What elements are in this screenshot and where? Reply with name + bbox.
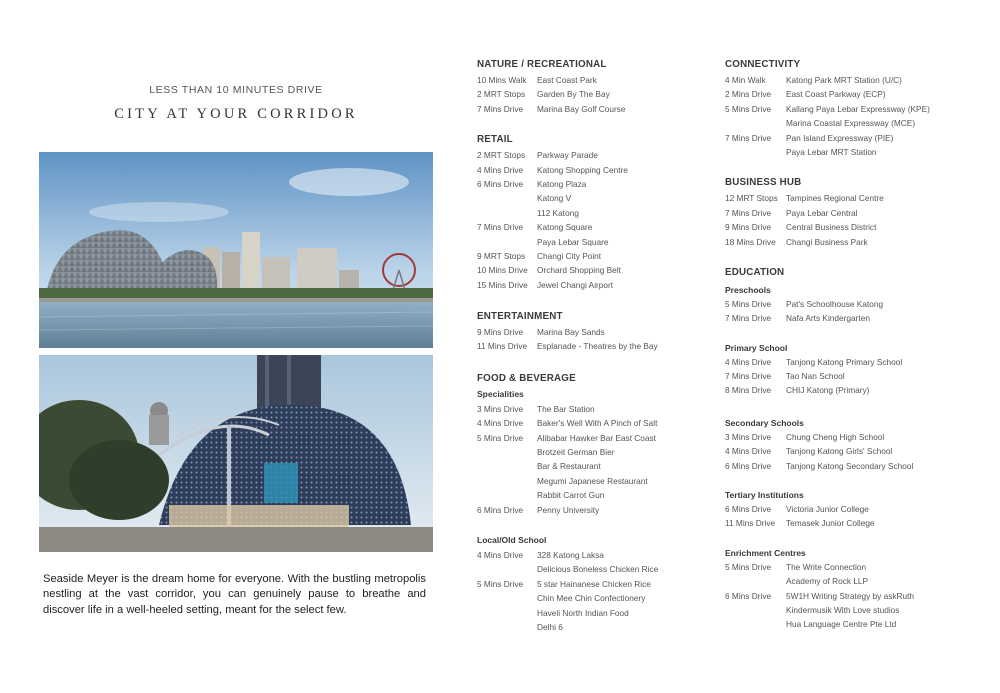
place-name: Baker's Well With A Pinch of Salt — [537, 418, 658, 429]
amenity-row — [725, 131, 965, 145]
place-name: Parkway Parade — [537, 150, 598, 161]
travel-time: 6 Mins Drive — [725, 590, 772, 601]
travel-time: 3 Mins Drive — [477, 403, 524, 414]
place-name: Tanjong Katong Secondary School — [786, 460, 914, 471]
amenity-row — [477, 73, 707, 87]
place-name: Bar & Restaurant — [537, 461, 601, 472]
travel-time: 5 Mins Drive — [725, 298, 772, 309]
travel-time — [477, 562, 537, 576]
place-name: Penny University — [537, 504, 600, 515]
amenity-row — [725, 603, 965, 617]
amenity-row — [477, 191, 707, 205]
amenity-row — [725, 502, 965, 516]
travel-time: 10 Mins Walk — [477, 75, 527, 85]
travel-time — [477, 488, 537, 502]
place-name: Temasek Junior College — [786, 518, 875, 529]
place-name: 328 Katong Laksa — [537, 549, 604, 560]
tertiary-list — [725, 502, 965, 531]
travel-time: 4 Mins Drive — [477, 164, 524, 175]
amenity-row — [477, 220, 707, 234]
amenity-row — [477, 148, 707, 162]
specialities-list — [477, 402, 707, 517]
place-name: Katong Plaza — [537, 178, 587, 189]
travel-time — [477, 591, 537, 605]
travel-time: 2 MRT Stops — [477, 150, 526, 161]
place-name: Jewel Changi Airport — [537, 279, 614, 290]
amenity-row — [477, 235, 707, 249]
place-name: East Coast Parkway (ECP) — [786, 89, 886, 100]
travel-time: 18 Mins Drive — [725, 236, 776, 247]
place-name: Esplanade - Theatres by the Bay — [537, 341, 658, 352]
subheading-secondary: Secondary Schools — [725, 417, 804, 428]
travel-time: 5 Mins Drive — [725, 561, 772, 572]
amenity-row — [725, 145, 965, 159]
place-name: Tanjong Katong Girls' School — [786, 446, 893, 457]
place-name: Delhi 6 — [537, 621, 563, 632]
amenity-row — [725, 383, 965, 397]
subheading-specialities: Specialities — [477, 388, 524, 399]
place-name: Central Business District — [786, 222, 877, 233]
place-name: Brotzeit German Bier — [537, 447, 615, 458]
travel-time: 4 Mins Drive — [725, 356, 772, 367]
travel-time: 9 MRT Stops — [477, 250, 526, 261]
place-name: 5 star Hainanese Chicken Rice — [537, 578, 651, 589]
place-name: Alibabar Hawker Bar East Coast — [537, 432, 656, 443]
travel-time: 11 Mins Drive — [725, 518, 776, 529]
amenity-row — [477, 562, 707, 576]
amenity-row — [477, 474, 707, 488]
amenity-row — [477, 278, 707, 292]
amenity-row — [725, 191, 965, 205]
travel-time — [725, 145, 786, 159]
travel-time — [477, 445, 537, 459]
place-name: Kallang Paya Lebar Expressway (KPE) — [786, 103, 930, 114]
travel-time: 5 Mins Drive — [725, 103, 772, 114]
travel-time: 7 Mins Drive — [725, 313, 772, 324]
travel-time: 7 Mins Drive — [477, 103, 524, 114]
travel-time: 7 Mins Drive — [477, 222, 524, 233]
place-name: Paya Lebar Central — [786, 207, 858, 218]
place-name: Kindermusik With Love studios — [786, 604, 900, 615]
place-name: Nafa Arts Kindergarten — [786, 313, 870, 324]
travel-time: 2 MRT Stops — [477, 89, 526, 100]
amenity-row — [725, 430, 965, 444]
place-name: Changi City Point — [537, 250, 602, 261]
travel-time — [477, 459, 537, 473]
place-name: Chung Cheng High School — [786, 431, 885, 442]
subheading-preschools: Preschools — [725, 284, 771, 295]
amenity-row — [725, 560, 965, 574]
secondary-list — [725, 430, 965, 473]
amenity-row — [725, 444, 965, 458]
travel-time: 9 Mins Drive — [477, 327, 524, 338]
travel-time: 6 Mins Drive — [477, 178, 524, 189]
nature-list — [477, 73, 707, 116]
travel-time — [725, 116, 786, 130]
amenity-row — [725, 617, 965, 631]
amenity-row — [477, 402, 707, 416]
travel-time — [477, 191, 537, 205]
amenity-row — [477, 488, 707, 502]
amenity-row — [725, 220, 965, 234]
place-name: The Bar Station — [537, 403, 595, 414]
place-name: The Write Connection — [786, 561, 867, 572]
amenity-row — [477, 431, 707, 445]
place-name: Katong Park MRT Station (U/C) — [786, 75, 902, 85]
travel-time — [477, 206, 537, 220]
amenity-row — [725, 73, 965, 87]
travel-time: 11 Mins Drive — [477, 341, 528, 352]
place-name: Katong Shopping Centre — [537, 164, 628, 175]
amenity-row — [725, 574, 965, 588]
amenities-column-right — [725, 57, 965, 632]
page-title: CITY AT YOUR CORRIDOR — [114, 106, 358, 122]
esplanade-photo — [39, 152, 433, 348]
place-name: Pan Island Expressway (PIE) — [786, 132, 894, 143]
travel-time: 15 Mins Drive — [477, 279, 528, 290]
entertainment-list — [477, 325, 707, 354]
amenity-row — [477, 102, 707, 116]
place-name: Marina Bay Sands — [537, 327, 605, 338]
subheading-tertiary: Tertiary Institutions — [725, 490, 804, 501]
amenity-row — [725, 206, 965, 220]
subheading-enrichment: Enrichment Centres — [725, 547, 806, 558]
amenity-row — [725, 589, 965, 603]
amenity-row — [477, 577, 707, 591]
travel-time: 6 Mins Drive — [477, 504, 524, 515]
travel-time: 4 Min Walk — [725, 75, 766, 85]
travel-time: 9 Mins Drive — [725, 222, 772, 233]
place-name: Marina Bay Golf Course — [537, 103, 626, 114]
amenity-row — [477, 606, 707, 620]
place-name: Paya Lebar MRT Station — [786, 146, 877, 157]
place-name: Katong V — [537, 193, 572, 204]
ion-orchard-photo — [39, 355, 433, 552]
amenity-row — [477, 163, 707, 177]
place-name: Megumi Japanese Restaurant — [537, 475, 648, 486]
travel-time: 12 MRT Stops — [725, 193, 778, 204]
amenity-row — [725, 516, 965, 530]
travel-time: 3 Mins Drive — [725, 431, 772, 442]
section-heading-food: FOOD & BEVERAGE — [477, 372, 576, 384]
section-heading-entertainment: ENTERTAINMENT — [477, 311, 563, 323]
amenity-row — [725, 459, 965, 473]
travel-time — [477, 606, 537, 620]
enrichment-list — [725, 560, 965, 632]
place-name: Tao Nan School — [786, 371, 845, 382]
retail-list — [477, 148, 707, 292]
amenity-row — [477, 445, 707, 459]
left-panel — [0, 0, 460, 693]
connectivity-list — [725, 73, 965, 159]
amenity-row — [477, 249, 707, 263]
travel-time: 2 Mins Drive — [725, 89, 772, 100]
place-name: Garden By The Bay — [537, 89, 610, 100]
amenity-row — [725, 355, 965, 369]
amenity-row — [725, 102, 965, 116]
place-name: Tampines Regional Centre — [786, 193, 884, 204]
amenity-row — [725, 235, 965, 249]
travel-time: 4 Mins Drive — [725, 446, 772, 457]
place-name: 112 Katong — [537, 207, 579, 218]
amenity-row — [477, 87, 707, 101]
place-name: 5W1H Writing Strategy by askRuth — [786, 590, 915, 601]
travel-time: 4 Mins Drive — [477, 549, 524, 560]
section-heading-retail: RETAIL — [477, 134, 513, 146]
place-name: Haveli North Indian Food — [537, 607, 629, 618]
travel-time: 5 Mins Drive — [477, 578, 524, 589]
amenity-row — [725, 311, 965, 325]
amenity-row — [477, 263, 707, 277]
place-name: Katong Square — [537, 222, 593, 233]
amenity-row — [477, 206, 707, 220]
place-name: Delicious Boneless Chicken Rice — [537, 564, 659, 575]
amenity-row — [725, 87, 965, 101]
travel-time — [725, 574, 786, 588]
travel-time — [477, 235, 537, 249]
section-heading-connectivity: CONNECTIVITY — [725, 59, 801, 70]
travel-time — [477, 620, 537, 634]
travel-time: 5 Mins Drive — [477, 432, 524, 443]
place-name: Orchard Shopping Belt — [537, 265, 621, 276]
amenity-row — [477, 177, 707, 191]
place-name: Hua Language Centre Pte Ltd — [786, 619, 897, 630]
primary-list — [725, 355, 965, 398]
travel-time: 6 Mins Drive — [725, 504, 772, 515]
subheading-local: Local/Old School — [477, 534, 547, 545]
travel-time: 8 Mins Drive — [725, 385, 772, 396]
section-heading-business: BUSINESS HUB — [725, 177, 802, 189]
section-heading-nature: NATURE / RECREATIONAL — [477, 59, 607, 70]
travel-time: 7 Mins Drive — [725, 371, 772, 382]
amenity-row — [725, 297, 965, 311]
place-name: Victoria Junior College — [786, 504, 869, 515]
travel-time: 10 Mins Drive — [477, 265, 528, 276]
amenity-row — [477, 459, 707, 473]
page-subtitle: LESS THAN 10 MINUTES DRIVE — [149, 84, 323, 96]
travel-time — [725, 603, 786, 617]
place-name: Pat's Schoolhouse Katong — [786, 298, 884, 309]
business-list — [725, 191, 965, 249]
amenity-row — [477, 339, 707, 353]
amenity-row — [477, 503, 707, 517]
travel-time: 7 Mins Drive — [725, 132, 772, 143]
place-name: Tanjong Katong Primary School — [786, 356, 903, 367]
travel-time: 6 Mins Drive — [725, 460, 772, 471]
amenity-row — [477, 325, 707, 339]
amenity-row — [725, 369, 965, 383]
place-name: Chin Mee Chin Confectionery — [537, 593, 646, 604]
travel-time — [725, 617, 786, 631]
travel-time: 7 Mins Drive — [725, 207, 772, 218]
section-heading-education: EDUCATION — [725, 266, 785, 278]
place-name: Marina Coastal Expressway (MCE) — [786, 118, 916, 129]
amenities-column-left — [477, 57, 707, 634]
subheading-primary: Primary School — [725, 342, 788, 353]
place-name: CHIJ Katong (Primary) — [786, 385, 870, 396]
page-description: Seaside Meyer is the dream home for everyone. With the bustling metropolis nestling at the vast corridor, you can genuinely pause to breathe and discover life in a well-heeled setting, meant for the select few. — [43, 573, 426, 616]
place-name: Academy of Rock LLP — [786, 576, 869, 587]
place-name: Rabbit Carrot Gun — [537, 490, 605, 501]
place-name: Changi Business Park — [786, 236, 868, 247]
amenity-row — [477, 416, 707, 430]
amenity-row — [477, 548, 707, 562]
amenity-row — [477, 591, 707, 605]
preschools-list — [725, 297, 965, 326]
travel-time — [477, 474, 537, 488]
amenity-row — [477, 620, 707, 634]
travel-time: 4 Mins Drive — [477, 418, 524, 429]
place-name: East Coast Park — [537, 75, 597, 85]
amenity-row — [725, 116, 965, 130]
local-food-list — [477, 548, 707, 634]
place-name: Paya Lebar Square — [537, 236, 609, 247]
